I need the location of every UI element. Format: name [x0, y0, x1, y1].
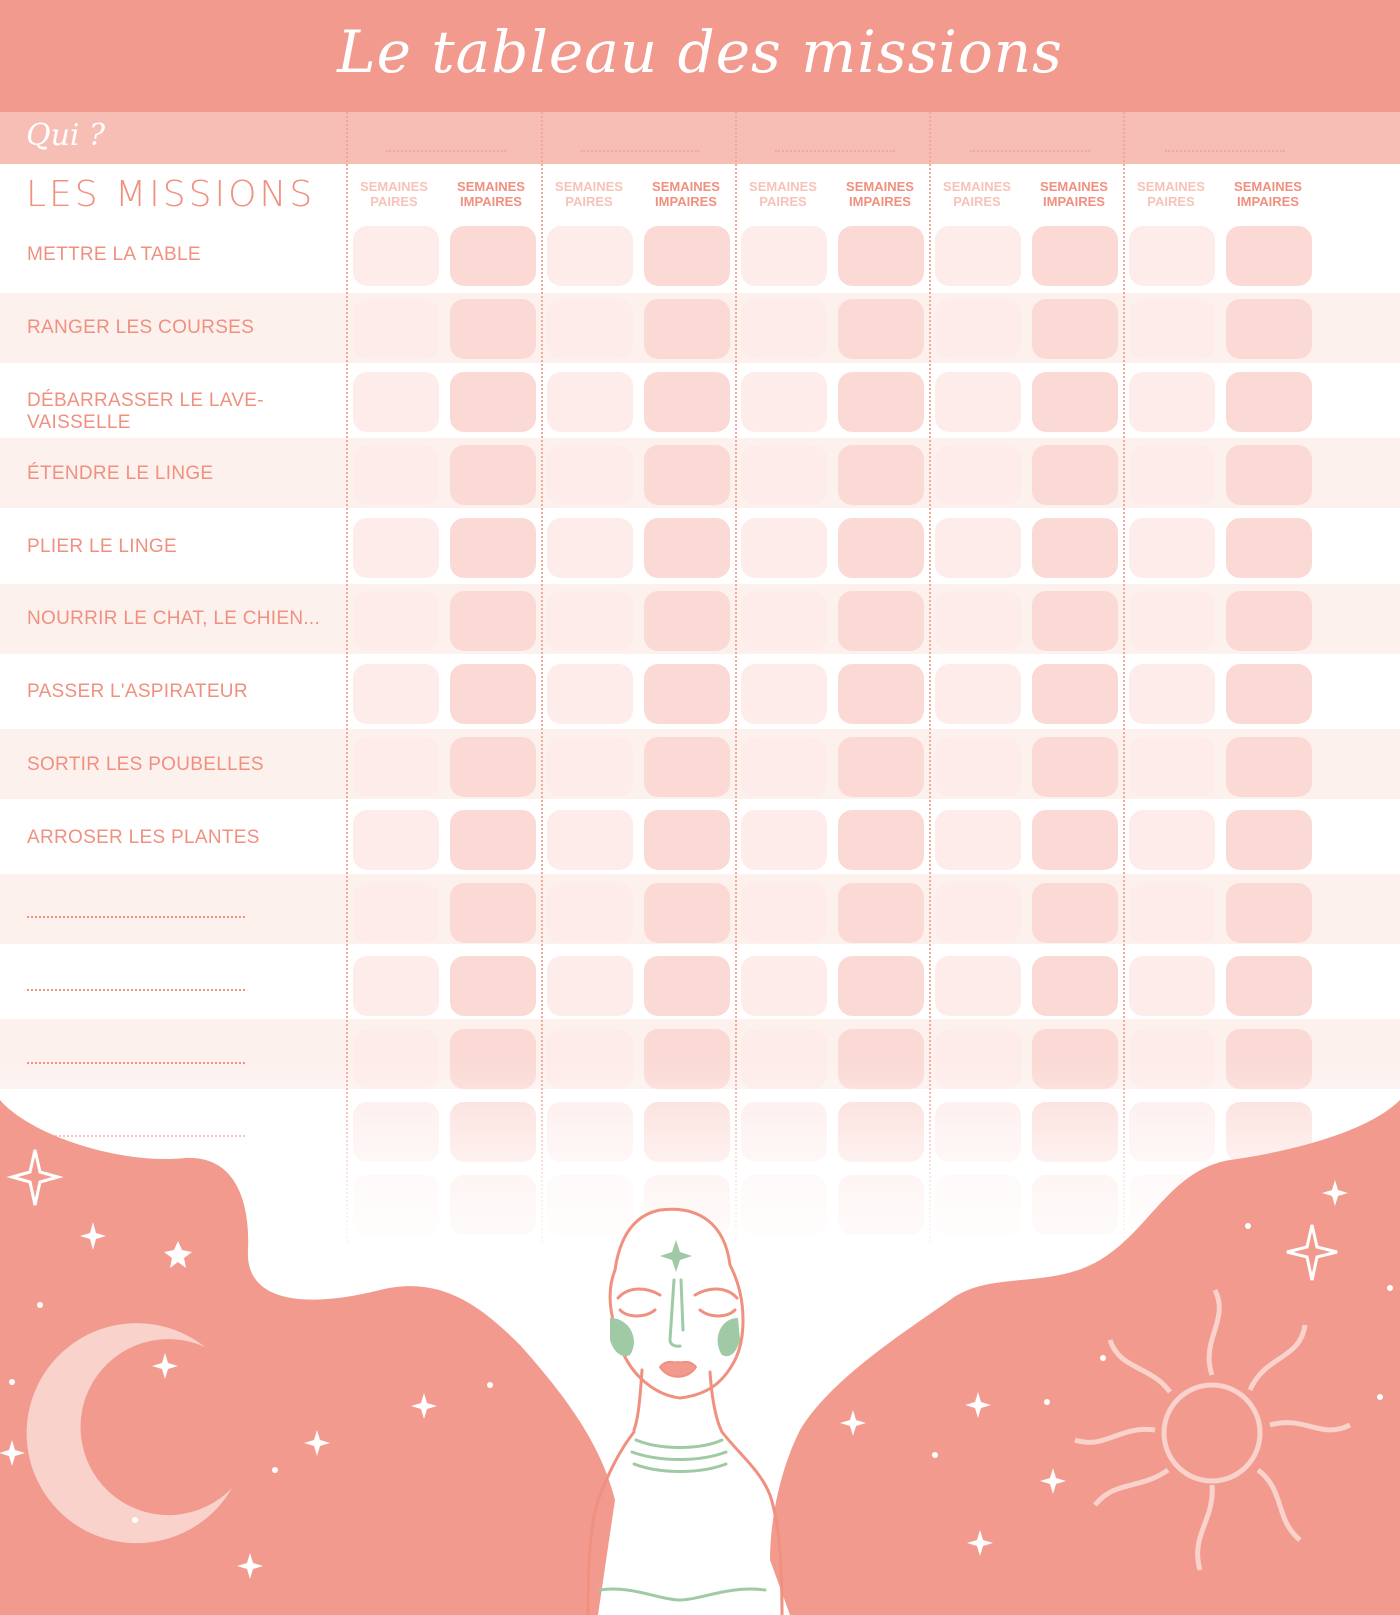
mission-label: METTRE LA TABLE	[27, 244, 201, 265]
mission-label: ARROSER LES PLANTES	[27, 827, 260, 848]
mission-label: SORTIR LES POUBELLES	[27, 754, 264, 775]
mission-label: PLIER LE LINGE	[27, 536, 177, 557]
woman-figure	[588, 1209, 782, 1615]
page-title: Le tableau des missions	[337, 18, 1063, 86]
col-header-pair: SEMAINES PAIRES	[749, 179, 817, 209]
col-header-impair: SEMAINES IMPAIRES	[652, 179, 720, 209]
col-header-pair: SEMAINES PAIRES	[555, 179, 623, 209]
col-header-pair: SEMAINES PAIRES	[1137, 179, 1205, 209]
col-header-pair: SEMAINES PAIRES	[360, 179, 428, 209]
col-header-pair: SEMAINES PAIRES	[943, 179, 1011, 209]
col-header-impair: SEMAINES IMPAIRES	[1234, 179, 1302, 209]
mission-label: PASSER L'ASPIRATEUR	[27, 681, 248, 702]
col-header-impair: SEMAINES IMPAIRES	[457, 179, 525, 209]
mission-label: DÉBARRASSER LE LAVE-VAISSELLE	[27, 390, 264, 433]
col-header-impair: SEMAINES IMPAIRES	[846, 179, 914, 209]
qui-label: Qui ?	[26, 118, 106, 153]
mission-label: ÉTENDRE LE LINGE	[27, 463, 214, 484]
col-header-impair: SEMAINES IMPAIRES	[1040, 179, 1108, 209]
hair-right	[770, 1100, 1400, 1615]
mission-label: NOURRIR LE CHAT, LE CHIEN...	[27, 608, 321, 629]
missions-heading: LES MISSIONS	[26, 174, 316, 215]
mission-label: RANGER LES COURSES	[27, 317, 255, 338]
